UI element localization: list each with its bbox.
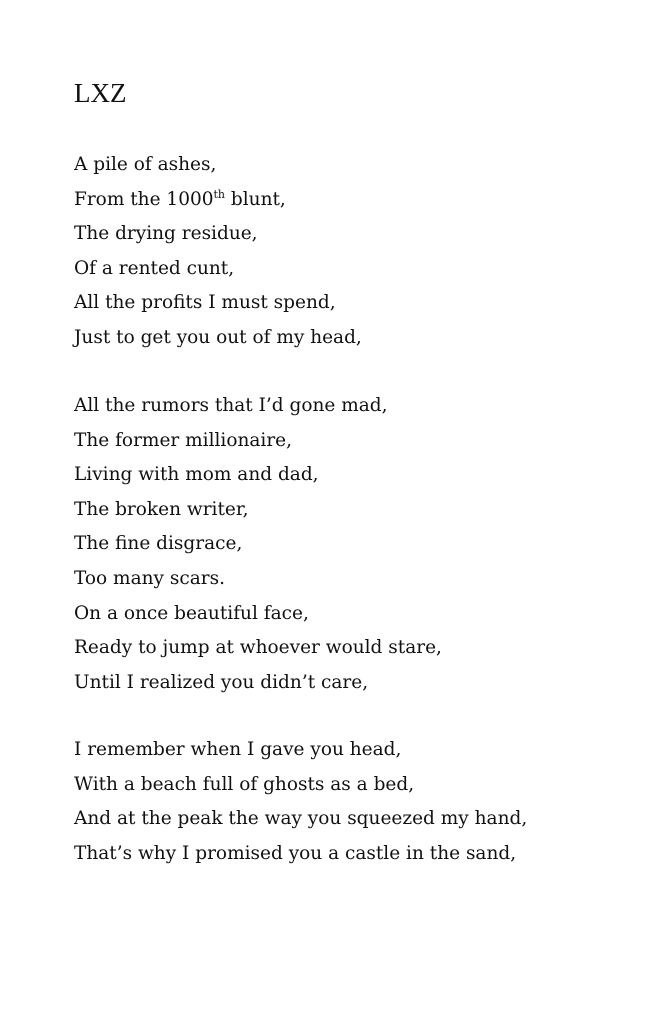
poem-line: On a once beautiful face, xyxy=(74,602,309,624)
poem-line: The former millionaire, xyxy=(74,429,293,451)
poem-line: That’s why I promised you a castle in the sand, xyxy=(74,842,517,864)
poem-line: Living with mom and dad, xyxy=(74,464,319,486)
poem-line: Too many scars. xyxy=(74,567,225,589)
stanza-1 xyxy=(74,148,362,356)
poem-line xyxy=(74,183,362,218)
poem-title: LXZ xyxy=(74,78,127,108)
poem-line: Until I realized you didn’t care, xyxy=(74,671,369,693)
stanza-2 xyxy=(74,389,442,700)
poem-line: And at the peak the way you squeezed my hand, xyxy=(74,808,528,830)
stanza-3 xyxy=(74,733,527,871)
poem-line: All the profits I must spend, xyxy=(74,292,336,314)
poem-line: Ready to jump at whoever would stare, xyxy=(74,637,442,659)
poem-line: The fine disgrace, xyxy=(74,533,243,555)
poem-line: The broken writer, xyxy=(74,498,249,520)
poem-line: With a beach full of ghosts as a bed, xyxy=(74,773,415,795)
poem-line: All the rumors that I’d gone mad, xyxy=(74,395,388,416)
poem-line: Of a rented cunt, xyxy=(74,257,235,279)
line-text: blunt, xyxy=(225,188,286,210)
poem-line: I remember when I gave you head, xyxy=(74,739,402,760)
poem-line: A pile of ashes, xyxy=(74,154,217,175)
ordinal-superscript: th xyxy=(213,187,226,201)
line-text: From the 1000 xyxy=(74,188,214,210)
poem-line: The drying residue, xyxy=(74,223,258,245)
poem-line: Just to get you out of my head, xyxy=(74,326,362,348)
